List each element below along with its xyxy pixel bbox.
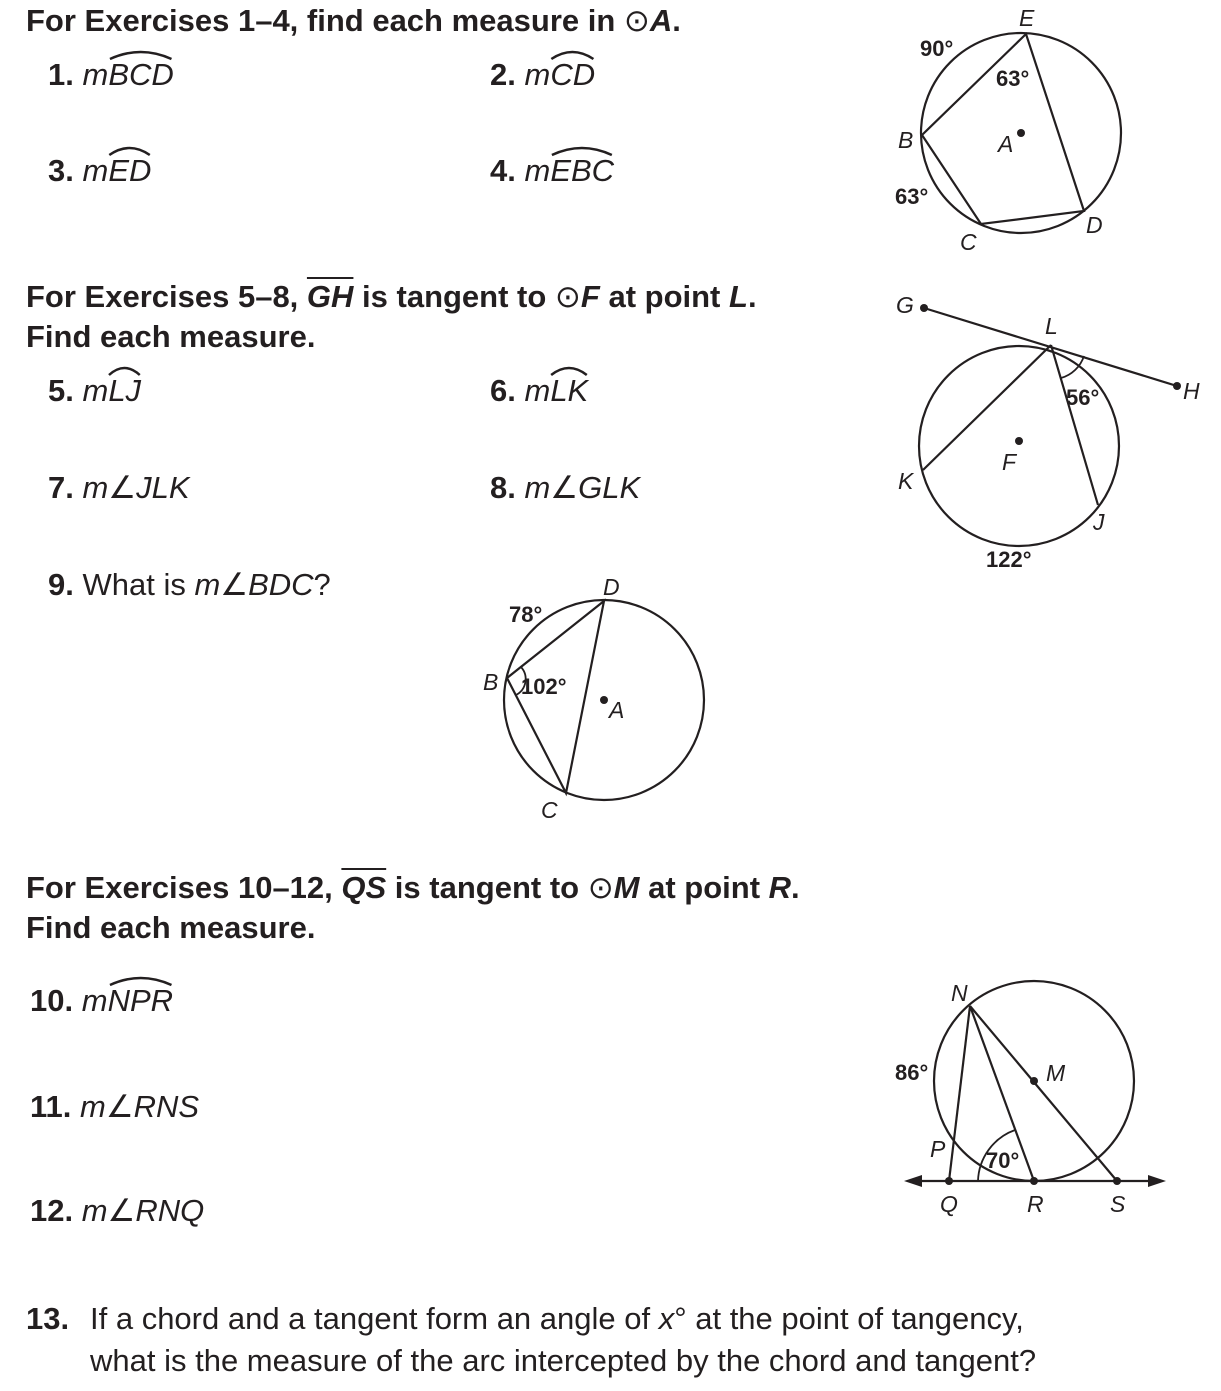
point-g <box>920 304 928 312</box>
arc-kj-measure: 122° <box>986 547 1032 572</box>
arc-be-measure: 90° <box>920 36 954 61</box>
label-l: L <box>1045 313 1058 339</box>
exercise-6: 6. m LK <box>490 372 588 410</box>
label-e: E <box>1019 5 1035 31</box>
exercise-5: 5. m LJ <box>48 372 141 410</box>
label-k: K <box>898 468 914 494</box>
section3-heading: For Exercises 10–12, $\overline{QS}$ is tangent to ⊙M at point R. <box>26 870 800 905</box>
angle-l-measure: 56° <box>1066 385 1100 410</box>
point-s <box>1113 1177 1121 1185</box>
point-q <box>945 1177 953 1185</box>
figure-circle-a-2 <box>480 570 720 830</box>
arc-notation: BCD <box>108 56 173 94</box>
section1-heading: For Exercises 1–4, find each measure in ⊙A. <box>26 3 681 38</box>
angle-r-measure: 70° <box>986 1148 1020 1173</box>
arc-notation: CD <box>550 56 595 94</box>
exercise-13: 13. If a chord and a tangent form an angle of x° at the point of tangency, what is the measure of the arc intercepted by the chord and tangent? <box>26 1301 1037 1378</box>
chord-lj <box>1051 345 1098 505</box>
label-d: D <box>603 574 620 600</box>
label-q: Q <box>940 1191 958 1217</box>
exercise-1: 1. m BCD <box>48 56 174 94</box>
arc-bd-measure: 78° <box>509 602 543 627</box>
section3-heading-line2: Find each measure. <box>26 910 316 945</box>
label-s: S <box>1110 1191 1126 1217</box>
arc-notation: ED <box>108 152 151 190</box>
label-a: A <box>998 131 1014 157</box>
arc-notation: LJ <box>108 372 141 410</box>
exercise-9: 9. What is m∠BDC? <box>48 567 331 602</box>
arrow-right <box>1148 1175 1166 1187</box>
label-b: B <box>483 669 499 695</box>
center-dot <box>1015 437 1023 445</box>
exercise-8: 8. m∠GLK <box>490 470 641 505</box>
section2-heading: For Exercises 5–8, $\overline{GH}$ is tangent to ⊙F at point L. <box>26 279 757 314</box>
figure-circle-m <box>880 975 1180 1225</box>
exercise-7: 7. m∠JLK <box>48 470 190 505</box>
figure-circle-a <box>880 0 1140 265</box>
inscribed-quadrilateral <box>922 34 1084 224</box>
figure-circle-f <box>880 280 1210 580</box>
label-c: C <box>541 797 558 823</box>
arc-notation: LK <box>550 372 588 410</box>
exercise-10: 10. m NPR <box>30 982 173 1020</box>
label-p: P <box>930 1136 946 1162</box>
label-a: A <box>609 697 625 723</box>
label-g: G <box>896 292 914 318</box>
center-dot <box>600 696 608 704</box>
label-m: M <box>1046 1060 1066 1086</box>
label-b: B <box>898 127 914 153</box>
exercise-12: 12. m∠RNQ <box>30 1193 205 1228</box>
label-h: H <box>1183 378 1200 404</box>
arc-notation: NPR <box>108 982 173 1020</box>
label-f: F <box>1002 449 1017 475</box>
exercise-4: 4. m EBC <box>490 152 614 190</box>
arrow-left <box>904 1175 922 1187</box>
angle-e-measure: 63° <box>996 66 1030 91</box>
label-d: D <box>1086 212 1103 238</box>
label-n: N <box>951 980 968 1006</box>
exercise-3: 3. m ED <box>48 152 151 190</box>
section2-heading-line2: Find each measure. <box>26 319 316 354</box>
arc-np-measure: 86° <box>895 1060 929 1085</box>
point-r <box>1030 1177 1038 1185</box>
label-c: C <box>960 229 977 255</box>
arc-notation: EBC <box>550 152 614 190</box>
exercise-2: 2. m CD <box>490 56 595 94</box>
arc-bc-measure: 63° <box>895 184 929 209</box>
center-dot <box>1017 129 1025 137</box>
angle-b-measure: 102° <box>521 674 567 699</box>
chord-lk <box>923 345 1051 470</box>
center-dot <box>1030 1077 1038 1085</box>
point-h <box>1173 382 1181 390</box>
label-r: R <box>1027 1191 1044 1217</box>
label-j: J <box>1093 509 1105 535</box>
exercise-11: 11. m∠RNS <box>30 1089 200 1124</box>
